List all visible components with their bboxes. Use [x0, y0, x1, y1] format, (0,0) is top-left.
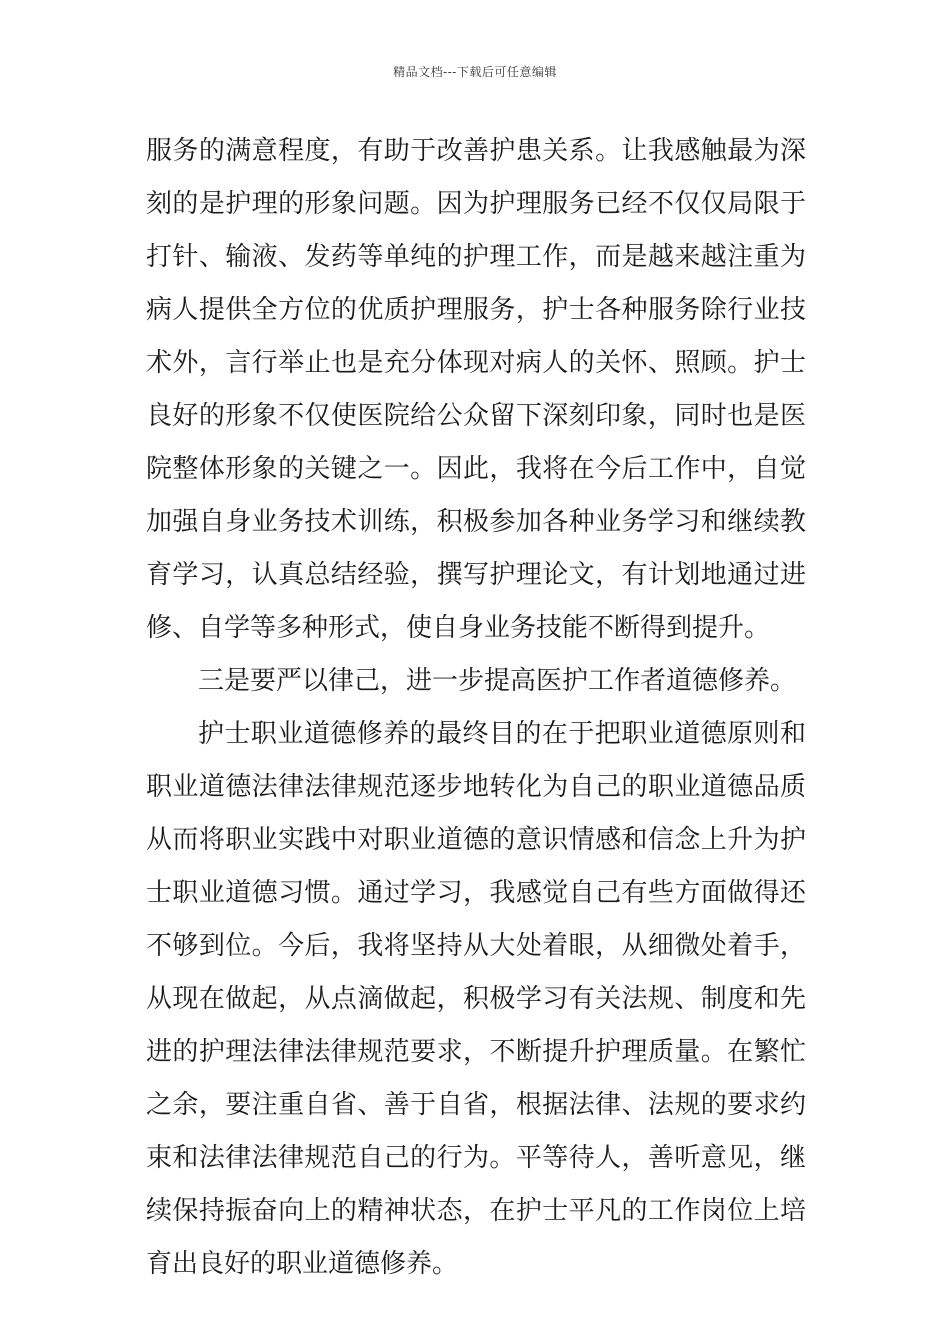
paragraph-section-heading: 三是要严以律己，进一步提高医护工作者道德修养。	[198, 666, 797, 696]
paragraph-continuation: 服务的满意程度，有助于改善护患关系。让我感触最为深刻的是护理的形象问题。因为护理服务已经不仅仅局限于打针、输液、发药等单纯的护理工作，而是越来越注重为病人提供全方位的优质护理服务，护士各种服务除行业技术外，言行举止也是充分体现对病人的关怀、照顾。护士良好的形象不仅使医院给公众留下深刻印象，同时也是医院整体形象的关键之一。因此，我将在今后工作中，自觉加强自身业务技术训练，积极参加各种业务学习和继续教育学习，认真总结经验，撰写护理论文，有计划地通过进修、自学等多种形式，使自身业务技能不断得到提升。	[146, 136, 806, 643]
page-header: 精品文档---下载后可任意编辑	[393, 65, 557, 79]
paragraph-professional-ethics: 护士职业道德修养的最终目的在于把职业道德原则和职业道德法律法律规范逐步地转化为自己的职业道德品质从而将职业实践中对职业道德的意识情感和信念上升为护士职业道德习惯。通过学习，我感觉自己有些方面做得还不够到位。今后，我将坚持从大处着眼，从细微处着手，从现在做起，从点滴做起，积极学习有关法规、制度和先进的护理法律法律规范要求，不断提升护理质量。在繁忙之余，要注重自省、善于自省，根据法律、法规的要求约束和法律法律规范自己的行为。平等待人，善听意见，继续保持振奋向上的精神状态，在护士平凡的工作岗位上培育出良好的职业道德修养。	[146, 719, 806, 1279]
document-body	[146, 125, 806, 1291]
